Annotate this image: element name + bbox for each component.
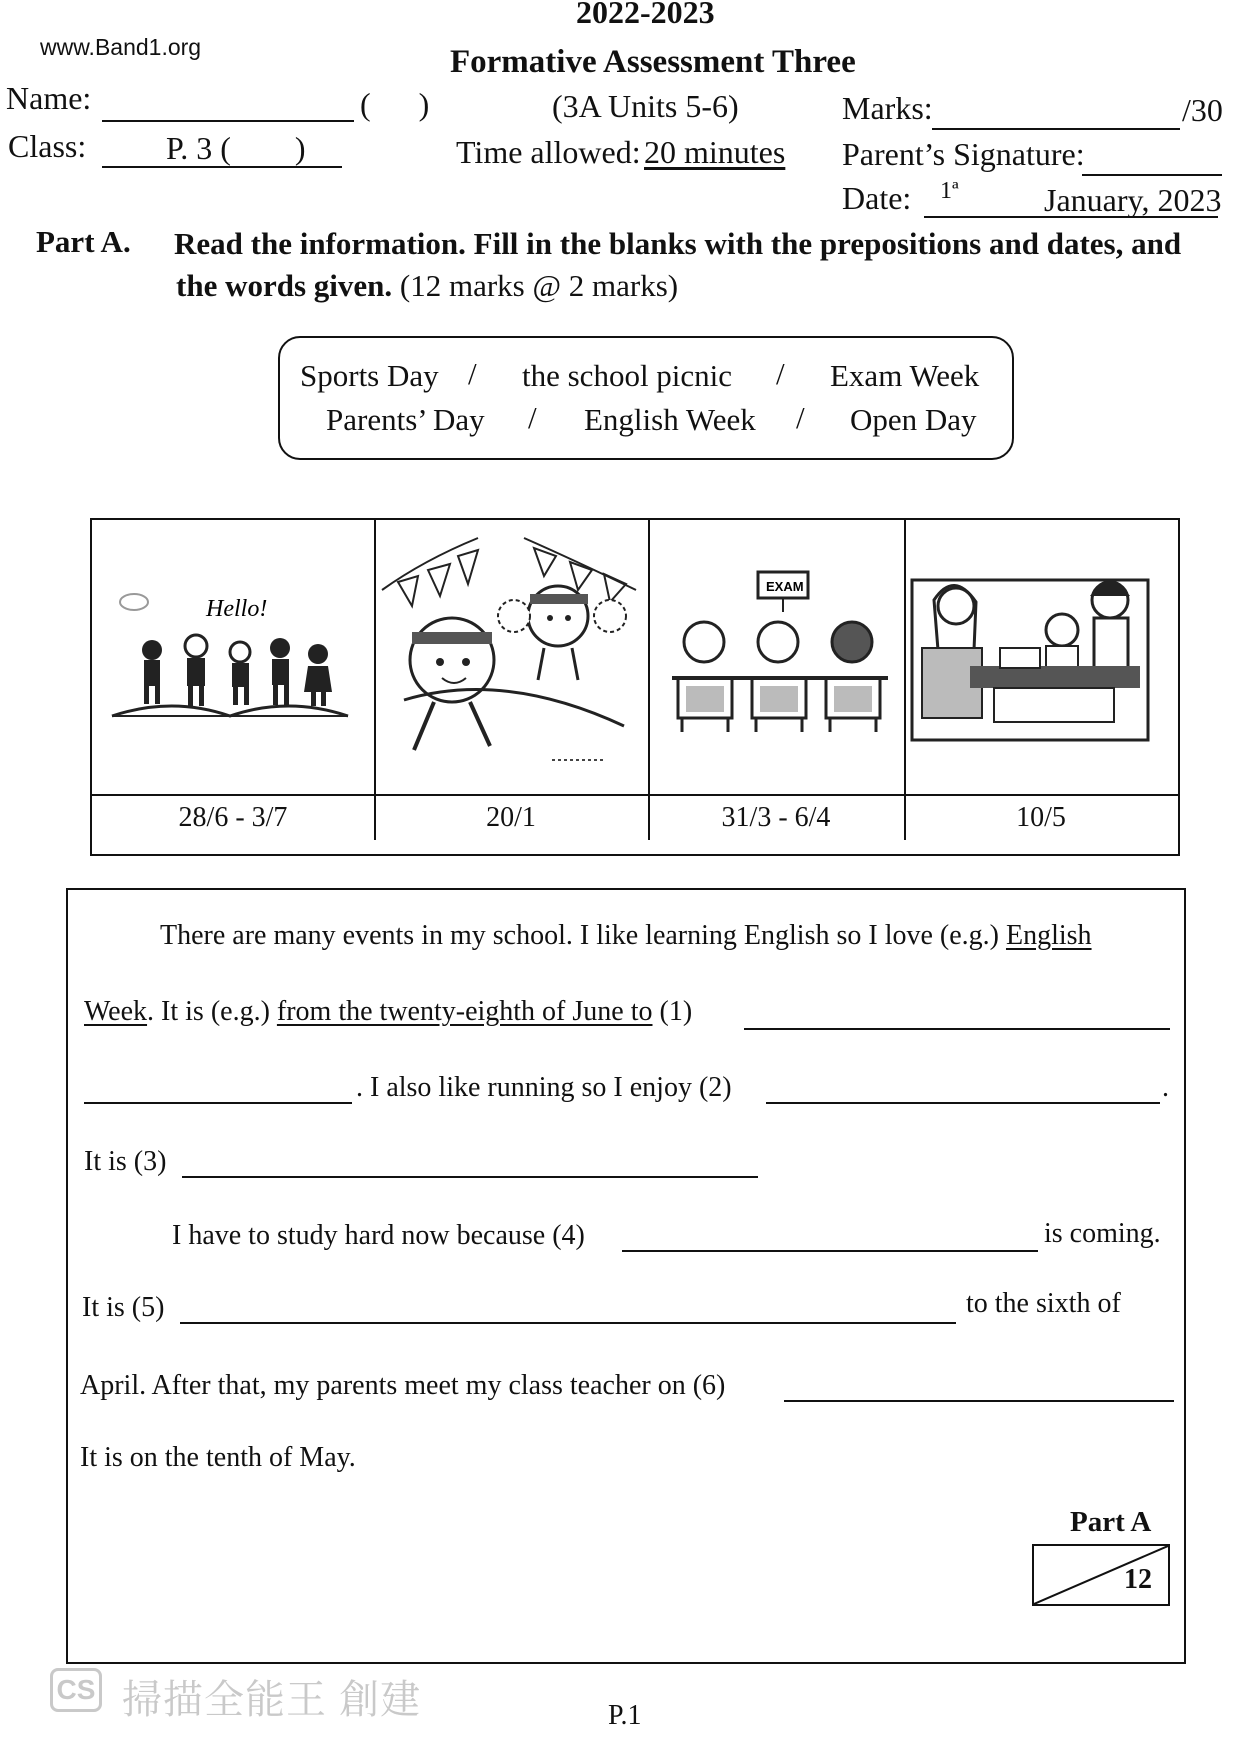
name-label: Name: [6, 80, 92, 116]
word-separator: / [468, 356, 477, 391]
date-label: Date: [842, 180, 912, 216]
picture-table [90, 518, 1180, 856]
part-a-instruction-line2 [176, 268, 678, 304]
instruction-marks: (12 marks @ 2 marks) [399, 268, 679, 303]
picture-parents-day [904, 520, 1178, 795]
signature-label: Parent’s Signature: [842, 136, 1085, 172]
page-number: P.1 [608, 1700, 642, 1731]
answer-3-blank[interactable] [182, 1150, 758, 1178]
school-year: 2022-2023 [576, 0, 715, 30]
word-box [278, 336, 1014, 460]
parent-teacher-meeting-image [904, 520, 1178, 795]
word-separator: / [796, 400, 805, 435]
picture-exam-week [648, 520, 906, 795]
time-label: Time allowed: [456, 134, 641, 170]
passage-line-6: It is (5) [82, 1292, 165, 1323]
passage-intro: There are many events in my school. I like learning English so I love (e.g.) [160, 920, 999, 951]
answer-1-blank-b[interactable] [84, 1076, 352, 1104]
passage-line-6-end: to the sixth of [966, 1288, 1121, 1319]
picture-english-week [92, 520, 376, 795]
word-open-day: Open Day [850, 402, 977, 437]
class-label: Class: [8, 128, 87, 164]
score-box-total: 12 [1124, 1564, 1152, 1595]
class-value[interactable]: P. 3 ( ) [102, 130, 342, 168]
date-parents-day: 10/5 [1016, 801, 1066, 833]
children-on-book-image [92, 520, 374, 795]
word-separator: / [776, 356, 785, 391]
date-exam-week: 31/3 - 6/4 [648, 795, 906, 840]
watermark-url: www.Band1.org [40, 34, 202, 60]
passage-line-3-end: . [1162, 1072, 1169, 1103]
passage-line-3 [356, 1072, 732, 1104]
passage-line-5-end: is coming. [1044, 1218, 1161, 1249]
word-parents-day: Parents’ Day [326, 402, 485, 437]
part-a-label: Part A. [36, 224, 131, 259]
class-number-paren: ( ) [360, 86, 430, 122]
date-english-week: 28/6 - 3/7 [92, 795, 376, 840]
children-running-image [374, 520, 648, 795]
signature-field[interactable] [1082, 174, 1222, 176]
word-exam-week: Exam Week [830, 358, 980, 393]
score-box-label: Part A [1070, 1506, 1152, 1538]
passage-line-7: April. After that, my parents meet my class teacher on (6) [80, 1370, 726, 1401]
date-field [924, 216, 1218, 218]
assessment-title: Formative Assessment Three [450, 44, 856, 80]
picture-sports-day [374, 520, 650, 795]
instruction-words: the words given. [176, 268, 393, 303]
answer-5-blank[interactable] [180, 1296, 956, 1324]
question-1-number: (1) [659, 996, 693, 1027]
word-english-week: English Week [584, 402, 756, 437]
passage-it-is-eg: . It is (e.g.) [147, 996, 270, 1027]
word-sports-day: Sports Day [300, 358, 439, 393]
word-school-picnic: the school picnic [522, 358, 733, 393]
passage-line-8: It is on the tenth of May. [80, 1442, 356, 1473]
part-a-instruction: Read the information. Fill in the blanks with the prepositions and dates, and [174, 226, 1182, 261]
passage-line-1 [160, 920, 1092, 952]
answer-1-blank-a[interactable] [744, 1002, 1170, 1030]
marks-field[interactable] [932, 128, 1180, 130]
students-at-desks-image [648, 520, 904, 795]
example-answer-week: Week [84, 996, 148, 1027]
hello-text: Hello! [206, 596, 268, 622]
time-value: 20 minutes [644, 134, 786, 170]
passage-line-2 [84, 996, 692, 1028]
date-value: January, 2023 [1044, 182, 1222, 218]
passage-line-5: I have to study hard now because (4) [172, 1220, 585, 1251]
passage-running-text: . I also like running so I enjoy (2) [356, 1072, 732, 1103]
passage-line-4: It is (3) [84, 1146, 167, 1177]
score-box[interactable] [1032, 1544, 1170, 1606]
date-day: 1ª [940, 178, 959, 204]
answer-4-blank[interactable] [622, 1224, 1038, 1252]
scanner-logo: CS [50, 1668, 102, 1712]
name-field[interactable] [102, 120, 354, 122]
scanner-watermark: 掃描全能王 創建 [122, 1678, 422, 1722]
passage-box [66, 888, 1186, 1664]
answer-2-blank[interactable] [766, 1076, 1160, 1104]
exam-sign-text: EXAM [766, 579, 804, 594]
units-label: (3A Units 5-6) [552, 88, 739, 124]
example-answer-date: from the twenty-eighth of June to [276, 996, 653, 1027]
marks-label: Marks: [842, 90, 933, 126]
word-separator: / [528, 400, 537, 435]
marks-total: /30 [1182, 92, 1223, 128]
date-sports-day: 20/1 [374, 795, 650, 840]
example-answer-english: English [1005, 920, 1092, 951]
answer-6-blank[interactable] [784, 1374, 1174, 1402]
